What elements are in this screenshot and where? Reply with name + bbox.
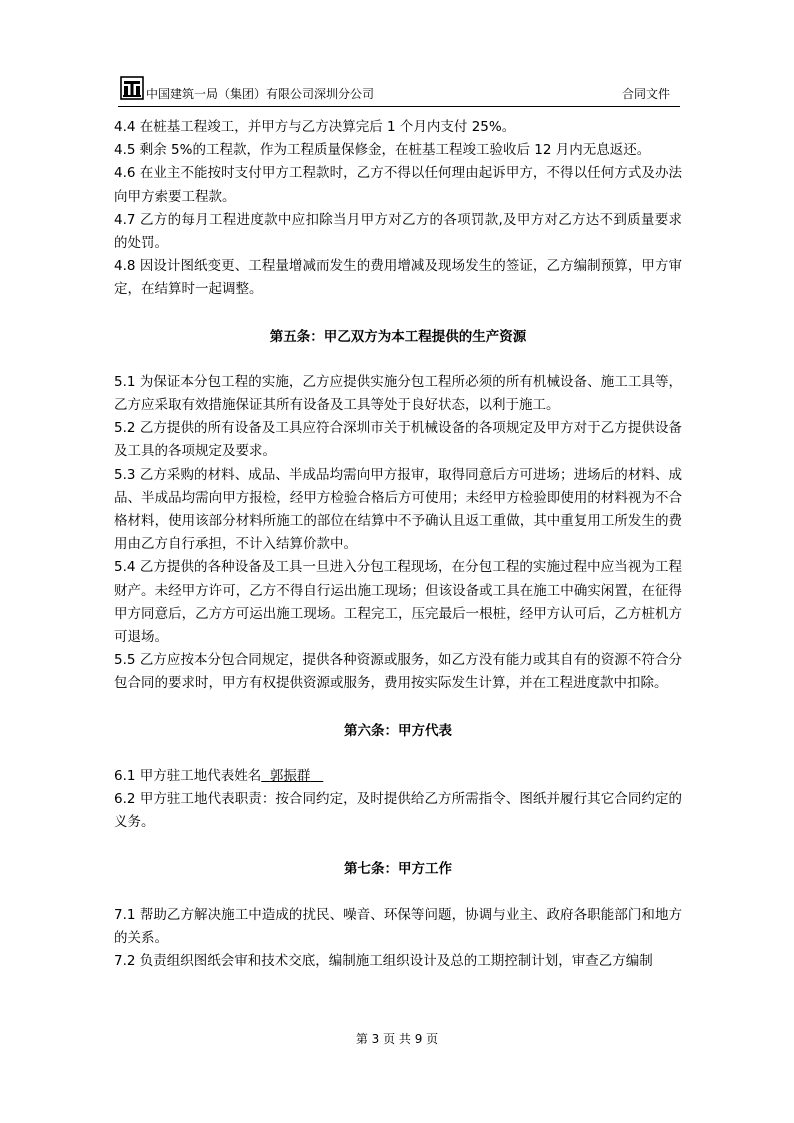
clause-7-2: 7.2 负责组织图纸会审和技术交底，编制施工组织设计及总的工期控制计划，审查乙方编制 [114, 953, 653, 970]
company-name: 中国建筑一局（集团）有限公司深圳分公司 [146, 87, 375, 101]
clause-4-4: 4.4 在桩基工程竣工，并甲方与乙方决算完后 1 个月内支付 25%。 [114, 119, 516, 135]
clause-4-8: 4.8 因设计图纸变更、工程量增减而发生的费用增减及现场发生的签证，乙方编制预算，甲方审定，在结算时一起调整。 [114, 258, 682, 298]
clause-4-7: 4.7 乙方的每月工程进度款中应扣除当月甲方对乙方的各项罚款,及甲方对乙方达不到质量要求的处罚。 [114, 211, 682, 252]
section-6-title: 第六条：甲方代表 [344, 722, 452, 739]
rep-label: 6.1 甲方驻工地代表姓名 [114, 767, 262, 784]
clause-5-3: 5.3 乙方采购的材料、成品、半成品均需向甲方报审，取得同意后方可进场；进场后的材料、成品、半成品均需向甲方报检，经甲方检验合格后方可使用；未经甲方检验即使用的材料视为不合格材料，使用该部分材料所施工的部位在结算中不予确认且返工重做，其中重复用工所发生的费用由乙方自行承担，不计入结算价款中。 [114, 466, 682, 553]
clause-5-2: 5.2 乙方提供的所有设备及工具应符合深圳市关于机械设备的各项规定及甲方对于乙方提供设备及工具的各项规定及要求。 [114, 420, 682, 460]
document-body [114, 116, 682, 973]
clause-6-1 [114, 765, 682, 788]
rep-name: 郭振群 [269, 767, 311, 784]
section-5-title: 第五条：甲乙双方为本工程提供的生产资源 [269, 328, 527, 345]
clause-5-5: 5.5 乙方应按本分包合同规定，提供各种资源或服务，如乙方没有能力或其自有的资源不符合分包合同的要求时，甲方有权提供资源或服务，费用按实际发生计算，并在工程进度款中扣除。 [114, 652, 682, 692]
clause-5-1: 5.1 为保证本分包工程的实施，乙方应提供实施分包工程所必须的所有机械设备、施工工具等，乙方应采取有效措施保证其所有设备及工具等处于良好状态，以利于施工。 [114, 373, 682, 414]
clause-4-6: 4.6 在业主不能按时支付甲方工程款时，乙方不得以任何理由起诉甲方，不得以任何方式及办法向甲方索要工程款。 [114, 165, 682, 205]
clause-7-1: 7.1 帮助乙方解决施工中造成的扰民、噪音、环保等问题，协调与业主、政府各职能部门和地方的关系。 [114, 906, 682, 946]
page-number: 第 3 页 共 9 页 [355, 1032, 439, 1046]
clause-6-2: 6.2 甲方驻工地代表职责：按合同约定，及时提供给乙方所需指令、图纸并履行其它合同约定的义务。 [114, 791, 682, 831]
section-7-title: 第七条：甲方工作 [344, 861, 452, 878]
page-header [118, 74, 680, 107]
clause-5-4: 5.4 乙方提供的各种设备及工具一旦进入分包工程现场，在分包工程的实施过程中应当视为工程财产。未经甲方许可，乙方不得自行运出施工现场；但该设备或工具在施工中确实闲置，在征得甲方同意后，乙方方可运出施工现场。工程完工，压完最后一根桩，经甲方认可后，乙方桩机方可退场。 [114, 559, 682, 646]
clause-4-5: 4.5 剩余 5%的工程款，作为工程质量保修金，在桩基工程竣工验收后 12 月内无息返还。 [114, 142, 651, 159]
company-logo-icon [120, 76, 144, 100]
document-type: 合同文件 [621, 87, 670, 101]
